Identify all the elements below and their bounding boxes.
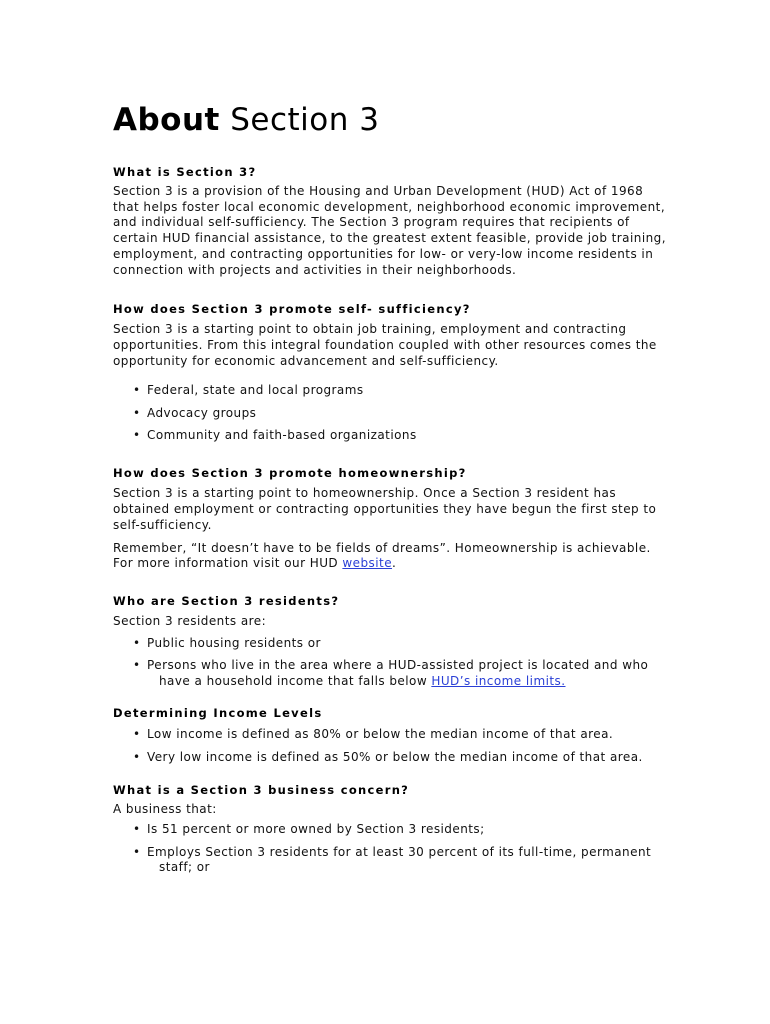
bullet-icon: • [133,405,141,420]
bullet-icon: • [133,635,141,650]
paragraph-self-sufficiency: Section 3 is a starting point to obtain job training, employment and contracting opportunities. From this integral foundation coupled with other resources comes the opportunity for economic advancement and self-sufficiency. [113,322,657,368]
heading-section-3-residents: Who are Section 3 residents? [113,593,340,608]
heading-self-sufficiency: How does Section 3 promote self- sufficiency? [113,302,471,317]
bullet-icon: • [133,727,141,742]
list-item [113,406,673,422]
list-item [113,750,673,766]
document-content [113,100,673,882]
income-list [113,727,673,765]
remember-text: Remember, “It doesn’t have to be fields of dreams”. Homeownership is achievable. For more information visit our HUD [113,540,651,571]
period-text: . [392,556,397,571]
list-item-text: Low income is defined as 80% or below the median income of that area. [147,727,614,742]
hud-website-link[interactable]: website [342,556,393,571]
list-item-text: Employs Section 3 residents for at least 30 percent of its full-time, permanent [147,844,652,859]
bullet-icon: • [133,427,141,442]
list-item [113,383,673,399]
residents-list [113,636,673,690]
list-item [113,822,673,838]
paragraph-homeownership-remember [113,541,673,572]
heading-homeownership: How does Section 3 promote homeownership? [113,466,467,481]
business-list [113,822,673,876]
list-item-text: Is 51 percent or more owned by Section 3 residents; [147,822,485,837]
paragraph-homeownership: Section 3 is a starting point to homeownership. Once a Section 3 resident has obtained employment or contracting opportunities they have begun the first step to self-sufficiency. [113,486,657,532]
heading-income-levels: Determining Income Levels [113,706,323,721]
list-item [113,727,673,743]
list-item-continuation: staff; or [159,860,210,875]
list-item-text: have a household income that falls below [159,673,432,688]
list-item [113,636,673,652]
bullet-icon: • [133,844,141,859]
list-item [113,845,673,876]
list-item [113,658,673,689]
page-title [113,100,673,140]
heading-business-concern: What is a Section 3 business concern? [113,782,410,797]
hud-income-limits-link[interactable]: HUD’s income limits. [431,673,566,688]
list-item-continuation [147,674,673,690]
list-item-text: Community and faith-based organizations [147,427,417,442]
page-title-rest: Section 3 [219,102,380,138]
paragraph-business-intro: A business that: [113,801,217,816]
bullet-icon: • [133,657,141,672]
page-title-bold: About [113,102,220,138]
bullet-icon: • [133,749,141,764]
resources-list [113,383,673,443]
list-item-text: Public housing residents or [147,635,321,650]
heading-what-is-section-3: What is Section 3? [113,165,257,179]
list-item-text: Federal, state and local programs [147,383,364,398]
list-item-text: Very low income is defined as 50% or below the median income of that area. [147,749,643,764]
paragraph-residents-intro: Section 3 residents are: [113,613,267,628]
paragraph-what-is-section-3: Section 3 is a provision of the Housing and Urban Development (HUD) Act of 1968 that helps foster local economic development, neighborhood economic improvement, and individual self-sufficiency. The Section 3 program requires that recipients of certain HUD financial assistance, to the greatest extent feasible, provide job training, employment, and contracting opportunities for low- or very-low income residents in connection with projects and activities in their neighborhoods. [113,184,666,277]
bullet-icon: • [133,822,141,837]
list-item [113,428,673,444]
list-item-text: Persons who live in the area where a HUD-assisted project is located and who [147,657,649,672]
list-item-text: Advocacy groups [147,405,257,420]
bullet-icon: • [133,383,141,398]
